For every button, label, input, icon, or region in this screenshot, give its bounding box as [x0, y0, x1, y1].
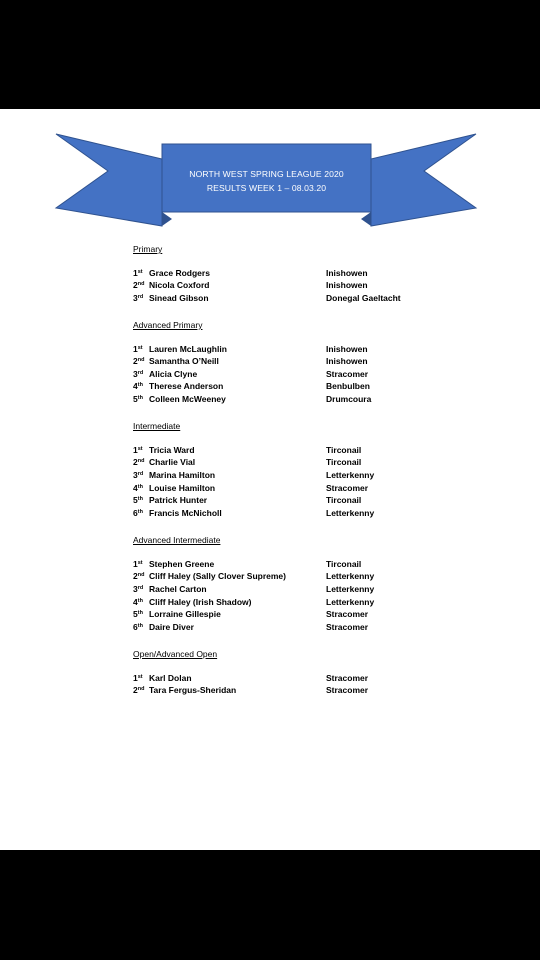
club-name: Tirconail: [326, 444, 362, 455]
placing-suffix: th: [137, 496, 143, 503]
placing-number: 1: [133, 558, 138, 569]
placing-suffix: th: [137, 395, 143, 402]
result-row: [133, 494, 433, 507]
rider-name: Marina Hamilton: [149, 470, 216, 481]
placing-suffix: nd: [137, 572, 145, 579]
ribbon-right-fold: [361, 212, 371, 226]
club-name: Inishowen: [326, 267, 368, 278]
placing: [133, 621, 143, 634]
placing-suffix: th: [137, 610, 143, 617]
results-section: [133, 419, 433, 519]
rider-name: Nicola Coxford: [149, 280, 210, 291]
club-name: Tirconail: [326, 457, 362, 468]
placing: [133, 608, 143, 621]
section-title: Primary: [133, 244, 163, 254]
placing-suffix: rd: [137, 471, 144, 478]
result-row: [133, 279, 433, 292]
club-name: Stracomer: [326, 609, 369, 620]
placing-suffix: rd: [137, 369, 144, 376]
result-row: [133, 469, 433, 482]
result-row: [133, 507, 433, 520]
rider-name: Therese Anderson: [149, 381, 224, 392]
result-row: [133, 267, 433, 280]
placing-number: 2: [133, 571, 138, 582]
placing-suffix: nd: [137, 458, 145, 465]
placing-number: 6: [133, 508, 138, 519]
club-name: Benbulben: [326, 381, 370, 392]
placing-number: 3: [133, 584, 138, 595]
club-name: Stracomer: [326, 368, 369, 379]
placing-number: 5: [133, 394, 138, 405]
result-row: [133, 292, 433, 305]
placing-number: 3: [133, 292, 138, 303]
placing-number: 2: [133, 356, 138, 367]
club-name: Stracomer: [326, 672, 369, 683]
placing: [133, 684, 144, 697]
club-name: Letterkenny: [326, 508, 375, 519]
result-row: [133, 444, 433, 457]
results-section: [133, 647, 433, 697]
placing-number: 1: [133, 343, 138, 354]
results-list: [133, 242, 433, 711]
placing-number: 4: [133, 381, 138, 392]
placing-suffix: nd: [137, 686, 145, 693]
club-name: Letterkenny: [326, 470, 375, 481]
result-row: [133, 570, 433, 583]
placing: [133, 558, 143, 571]
result-row: [133, 355, 433, 368]
banner-title: [162, 167, 371, 195]
placing-suffix: rd: [137, 293, 144, 300]
placing-suffix: st: [137, 268, 143, 275]
club-name: Letterkenny: [326, 596, 375, 607]
club-name: Stracomer: [326, 685, 369, 696]
club-name: Tirconail: [326, 558, 362, 569]
placing-suffix: st: [137, 344, 143, 351]
club-name: Stracomer: [326, 482, 369, 493]
section-title: Advanced Primary: [133, 320, 203, 331]
placing-number: 3: [133, 368, 138, 379]
rider-name: Daire Diver: [149, 621, 194, 632]
placing: [133, 507, 143, 520]
placing-suffix: nd: [137, 281, 145, 288]
club-name: Inishowen: [326, 356, 368, 367]
placing-suffix: th: [137, 622, 143, 629]
placing: [133, 583, 143, 596]
placing-number: 5: [133, 495, 138, 506]
result-row: [133, 684, 433, 697]
placing-number: 3: [133, 470, 138, 481]
rider-name: Tara Fergus-Sheridan: [149, 685, 237, 696]
banner-title-line2: RESULTS WEEK 1 – 08.03.20: [206, 183, 327, 193]
result-row: [133, 596, 433, 609]
rider-name: Lauren McLaughlin: [149, 343, 227, 354]
placing-number: 6: [133, 621, 138, 632]
placing-suffix: th: [137, 382, 143, 389]
placing-suffix: st: [137, 559, 143, 566]
result-row: [133, 558, 433, 571]
placing-suffix: st: [137, 445, 143, 452]
placing: [133, 380, 143, 393]
result-row: [133, 343, 433, 356]
result-row: [133, 482, 433, 495]
placing-suffix: th: [137, 509, 143, 516]
placing: [133, 444, 143, 457]
placing: [133, 672, 143, 685]
club-name: Inishowen: [326, 343, 368, 354]
placing-number: 4: [133, 596, 138, 607]
placing-number: 4: [133, 482, 138, 493]
ribbon-left-tail: [56, 134, 162, 226]
rider-name: Grace Rodgers: [149, 267, 210, 278]
rider-name: Patrick Hunter: [149, 495, 208, 506]
result-row: [133, 583, 433, 596]
ribbon-left-fold: [162, 212, 172, 226]
placing: [133, 596, 143, 609]
placing: [133, 279, 144, 292]
placing: [133, 267, 143, 280]
rider-name: Sinead Gibson: [149, 292, 209, 303]
result-row: [133, 672, 433, 685]
document-page: [0, 109, 540, 850]
results-section: [133, 242, 433, 304]
placing: [133, 570, 144, 583]
results-section: [133, 533, 433, 633]
club-name: Letterkenny: [326, 584, 375, 595]
rider-name: Alicia Clyne: [149, 368, 198, 379]
result-row: [133, 621, 433, 634]
rider-name: Francis McNicholl: [149, 508, 222, 519]
placing: [133, 292, 143, 305]
placing: [133, 482, 143, 495]
banner-title-line1: NORTH WEST SPRING LEAGUE 2020: [189, 169, 344, 179]
placing: [133, 355, 144, 368]
placing: [133, 469, 143, 482]
club-name: Drumcoura: [326, 394, 372, 405]
result-row: [133, 380, 433, 393]
section-title: Advanced Intermediate: [133, 535, 221, 546]
rider-name: Cliff Haley (Irish Shadow): [149, 596, 252, 607]
placing-number: 1: [133, 267, 138, 278]
club-name: Inishowen: [326, 280, 368, 291]
ribbon-right-tail: [371, 134, 476, 226]
club-name: Letterkenny: [326, 571, 375, 582]
placing-suffix: nd: [137, 357, 145, 364]
rider-name: Samantha O’Neill: [149, 356, 219, 367]
placing-number: 5: [133, 609, 138, 620]
placing-number: 1: [133, 444, 138, 455]
placing-suffix: rd: [137, 585, 144, 592]
result-row: [133, 456, 433, 469]
rider-name: Stephen Greene: [149, 558, 215, 569]
club-name: Donegal Gaeltacht: [326, 292, 401, 303]
result-row: [133, 608, 433, 621]
placing: [133, 393, 143, 406]
placing: [133, 494, 143, 507]
placing: [133, 456, 144, 469]
club-name: Stracomer: [326, 621, 369, 632]
placing-number: 2: [133, 685, 138, 696]
rider-name: Karl Dolan: [149, 672, 192, 683]
rider-name: Charlie Vial: [149, 457, 196, 468]
result-row: [133, 393, 433, 406]
rider-name: Lorraine Gillespie: [149, 609, 221, 620]
placing-suffix: st: [137, 673, 143, 680]
section-title: Intermediate: [133, 421, 181, 432]
rider-name: Tricia Ward: [149, 444, 195, 455]
club-name: Tirconail: [326, 495, 362, 506]
rider-name: Colleen McWeeney: [149, 394, 226, 405]
rider-name: Rachel Carton: [149, 584, 207, 595]
placing: [133, 368, 143, 381]
placing-number: 2: [133, 457, 138, 468]
placing-suffix: th: [137, 483, 143, 490]
rider-name: Cliff Haley (Sally Clover Supreme): [149, 571, 286, 582]
results-section: [133, 318, 433, 406]
placing: [133, 343, 143, 356]
result-row: [133, 368, 433, 381]
section-title: Open/Advanced Open: [133, 649, 218, 660]
placing-suffix: th: [137, 597, 143, 604]
placing-number: 1: [133, 672, 138, 683]
rider-name: Louise Hamilton: [149, 482, 216, 493]
placing-number: 2: [133, 280, 138, 291]
